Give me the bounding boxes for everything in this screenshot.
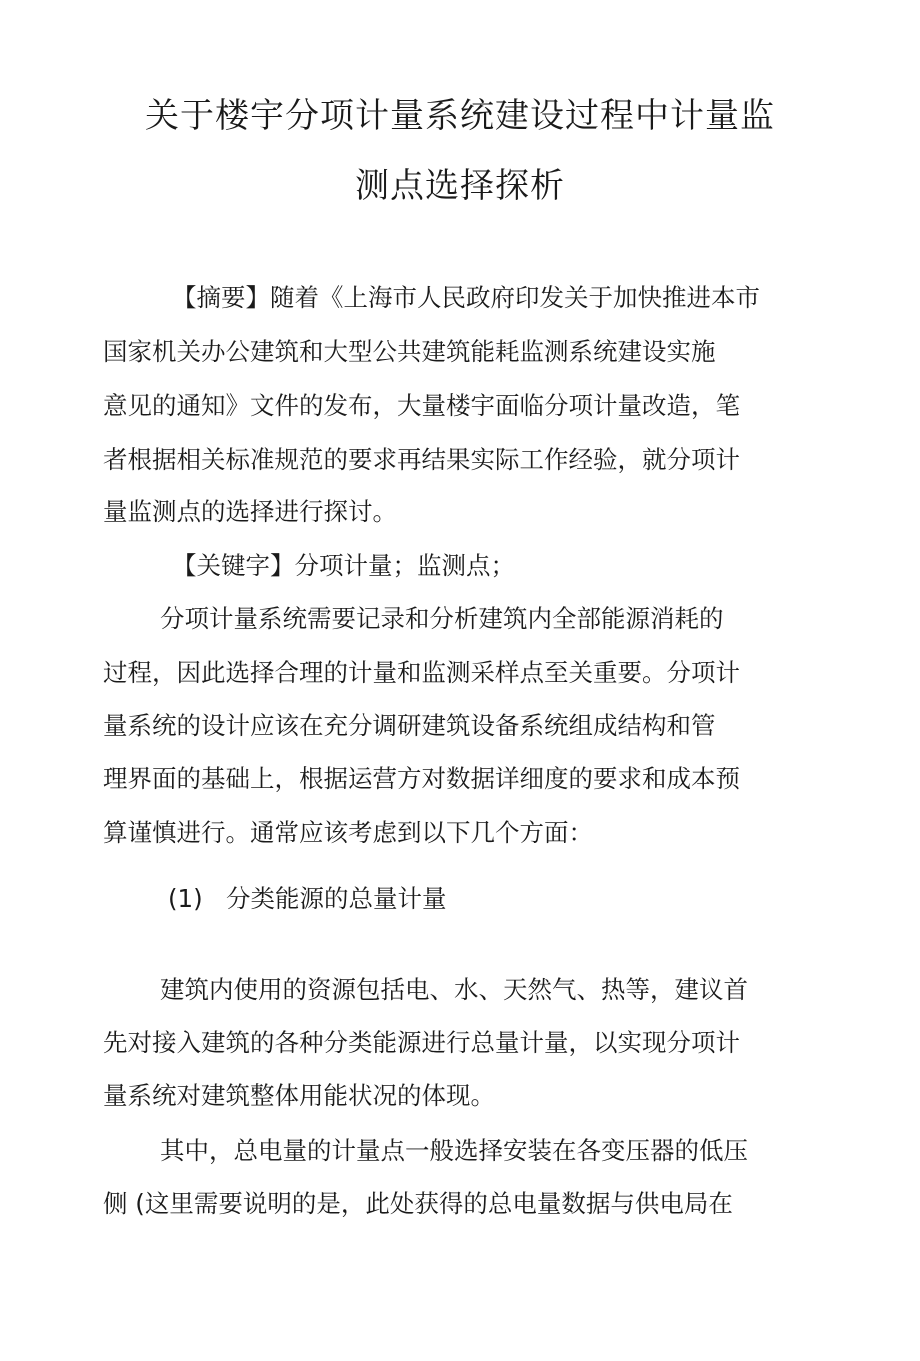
intro-line-1: 分项计量系统需要记录和分析建筑内全部能源消耗的 [160,604,724,633]
document-title-line-2: 测点选择探析 [355,166,565,206]
section-para1-line-3: 量系统对建筑整体用能状况的体现。 [103,1081,495,1110]
abstract-line-5: 量监测点的选择进行探讨。 [103,497,397,526]
intro-line-4: 理界面的基础上，根据运营方对数据详细度的要求和成本预 [103,764,740,793]
intro-line-2: 过程，因此选择合理的计量和监测采样点至关重要。分项计 [103,658,740,687]
section-number: (1) [168,884,203,913]
abstract-line-4: 者根据相关标准规范的要求再结果实际工作经验，就分项计 [103,445,740,474]
section-para1-line-1: 建筑内使用的资源包括电、水、天然气、热等，建议首 [160,975,748,1004]
intro-line-3: 量系统的设计应该在充分调研建筑设备系统组成结构和管 [103,711,716,740]
section-para2-line-2: 侧 (这里需要说明的是，此处获得的总电量数据与供电局在 [103,1189,733,1218]
section-title: 分类能源的总量计量 [226,884,447,913]
section-para1-line-2: 先对接入建筑的各种分类能源进行总量计量，以实现分项计 [103,1028,740,1057]
abstract-line-3: 意见的通知》文件的发布，大量楼宇面临分项计量改造，笔 [103,391,740,420]
abstract-line-2: 国家机关办公建筑和大型公共建筑能耗监测系统建设实施 [103,337,716,366]
section-heading [168,884,447,914]
keywords-line: 【关键字】分项计量；监测点； [172,551,515,580]
abstract-line-1: 【摘要】随着《上海市人民政府印发关于加快推进本市 [172,283,760,312]
document-title-line-1: 关于楼宇分项计量系统建设过程中计量监 [145,96,775,136]
section-para2-line-1: 其中，总电量的计量点一般选择安装在各变压器的低压 [160,1136,748,1165]
intro-line-5: 算谨慎进行。通常应该考虑到以下几个方面： [103,818,593,847]
